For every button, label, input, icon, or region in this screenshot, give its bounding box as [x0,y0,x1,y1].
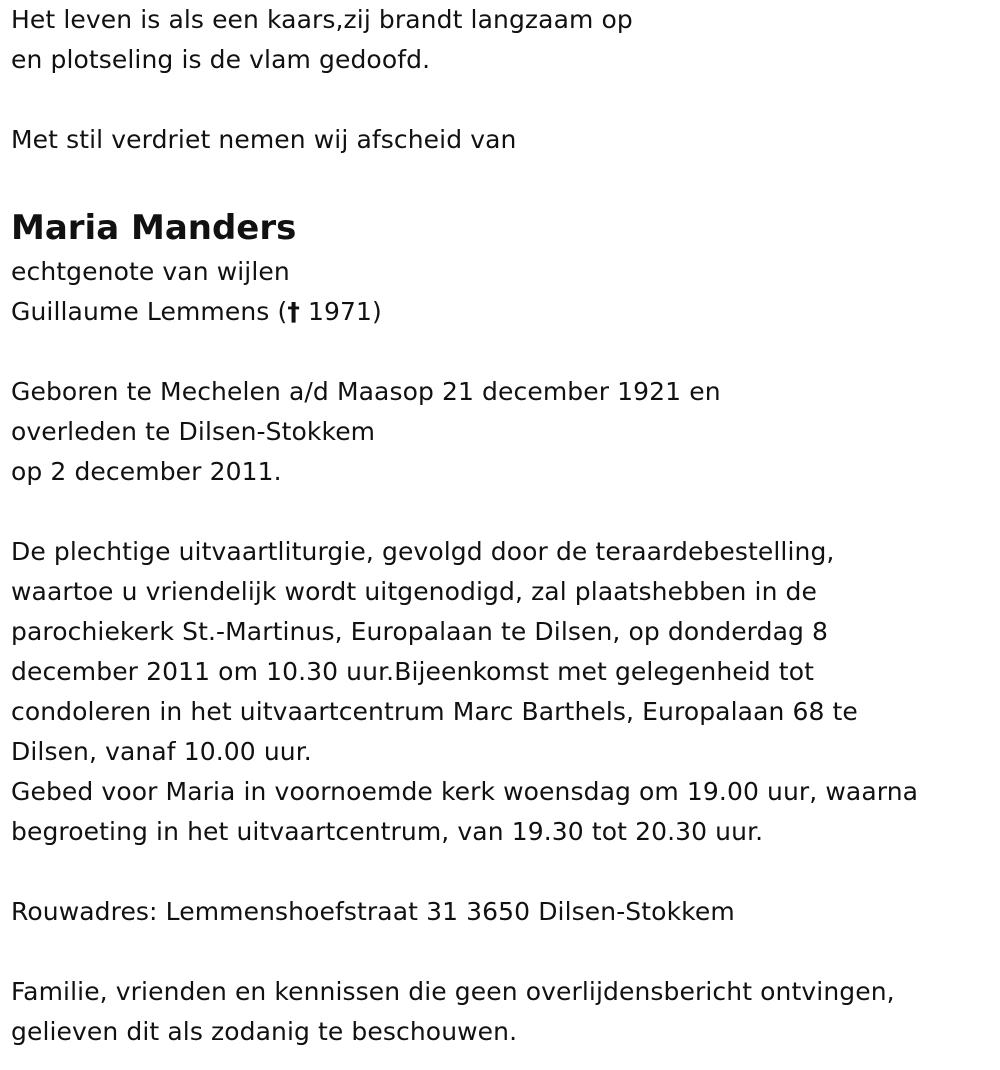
ceremony-line: waartoe u vriendelijk wordt uitgenodigd, zal plaatshebben in de [11,577,818,606]
ceremony-line: Gebed voor Maria in voornoemde kerk woensdag om 19.00 uur, waarna [11,777,919,806]
deceased-name: Maria Manders [11,208,297,248]
ceremony-line: begroeting in het uitvaartcentrum, van 19.30 tot 20.30 uur. [11,817,764,846]
spouse-name: Guillaume Lemmens ( [11,297,288,326]
closing-line-2: gelieven dit als zodanig te beschouwen. [11,1017,518,1046]
cross-icon: † [287,297,300,326]
ceremony-line: De plechtige uitvaartliturgie, gevolgd door de teraardebestelling, [11,537,835,566]
poem-line-1: Het leven is als een kaars,zij brandt langzaam op [11,5,633,34]
poem-line-2: en plotseling is de vlam gedoofd. [11,45,431,74]
spacer [11,332,991,372]
ceremony-line: Dilsen, vanaf 10.00 uur. [11,737,312,766]
spacer [11,80,991,120]
spouse-year: 1971) [299,297,382,326]
ceremony-line: parochiekerk St.-Martinus, Europalaan te Dilsen, op donderdag 8 [11,617,829,646]
mourning-address: Rouwadres: Lemmenshoefstraat 31 3650 Dilsen-Stokkem [11,897,735,926]
death-place-line: overleden te Dilsen-Stokkem [11,417,376,446]
obituary-notice [11,0,991,1052]
ceremony-line: december 2011 om 10.30 uur.Bijeenkomst met gelegenheid tot [11,657,815,686]
spacer [11,160,991,200]
intro-text: Met stil verdriet nemen wij afscheid van [11,125,517,154]
closing-line-1: Familie, vrienden en kennissen die geen overlijdensbericht ontvingen, [11,977,895,1006]
spouse-line [11,292,991,332]
ceremony-line: condoleren in het uitvaartcentrum Marc Barthels, Europalaan 68 te [11,697,858,726]
birth-line: Geboren te Mechelen a/d Maasop 21 december 1921 en [11,377,721,406]
spacer [11,932,991,972]
death-date-line: op 2 december 2011. [11,457,282,486]
spacer [11,852,991,892]
relation-text: echtgenote van wijlen [11,257,290,286]
spacer [11,492,991,532]
